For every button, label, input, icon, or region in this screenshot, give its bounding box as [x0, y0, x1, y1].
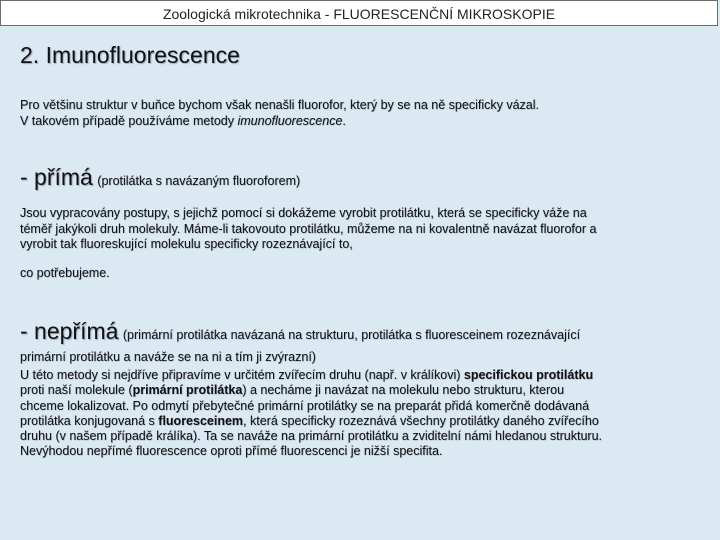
- intro-line-2-italic: imunofluorescence: [237, 113, 343, 128]
- intro-line-2-suffix: .: [342, 113, 346, 128]
- indirect-body-3: ) a necháme ji navázat na molekulu nebo strukturu, kterou chceme lokalizovat. Po odmytí přebytečné primární protilátky se na preparát přidá komerčně dodávaná protilátka konjugovaná s: [20, 383, 590, 428]
- intro-paragraph: [20, 98, 710, 129]
- intro-line-1: Pro většinu struktur v buňce bychom však nenašli fluorofor, který by se na ně specificky vázal.: [20, 98, 539, 112]
- direct-heading-row: [20, 164, 300, 191]
- direct-body-end: co potřebujeme.: [20, 266, 110, 280]
- indirect-body-4: , která specificky rozeznává všechny protilátky daného zvířecího druhu (v našem případě králíka). Ta se naváže na primární protilátku a zviditelní námi hledanou strukturu. Nevýhodou nepřímé fluorescence oproti přímé fluorescenci je nižší specifita.: [20, 413, 603, 459]
- indirect-heading-row: [20, 320, 620, 368]
- indirect-body-1: U této metody si nejdříve připravíme v určitém zvířecím druhu (např. v králíkovi): [20, 368, 464, 382]
- indirect-body-2: proti naší molekule (: [20, 383, 133, 398]
- header-title: Zoologická mikrotechnika - FLUORESCENČNÍ MIKROSKOPIE: [0, 0, 718, 26]
- direct-note: (protilátka s navázaným fluoroforem): [97, 174, 301, 188]
- indirect-heading: - nepřímá: [20, 318, 119, 344]
- indirect-note: (primární protilátka navázaná na strukturu, protilátka s fluoresceinem rozeznávající primární protilátku a naváže se na ni a tím ji zvýrazní): [20, 328, 581, 364]
- indirect-body-bold-2: primární protilátka: [132, 383, 243, 398]
- indirect-body: [20, 368, 610, 460]
- direct-heading: - přímá: [20, 164, 93, 190]
- indirect-body-bold-3: fluoresceinem: [158, 413, 244, 428]
- indirect-body-bold-1: specifickou protilátku: [463, 368, 594, 382]
- slide-title: 2. Imunofluorescence: [20, 42, 240, 68]
- direct-body: Jsou vypracovány postupy, s jejichž pomocí si dokážeme vyrobit protilátku, která se specificky váže na téměř jakýkoli druh molekuly. Máme-li takovouto protilátku, můžeme na ni kovalentně navázat fluorofor a vyrobit tak fluoreskující molekulu specificky rozeznávající to,: [20, 206, 597, 251]
- intro-line-2-prefix: V takovém případě používáme metody: [20, 113, 238, 128]
